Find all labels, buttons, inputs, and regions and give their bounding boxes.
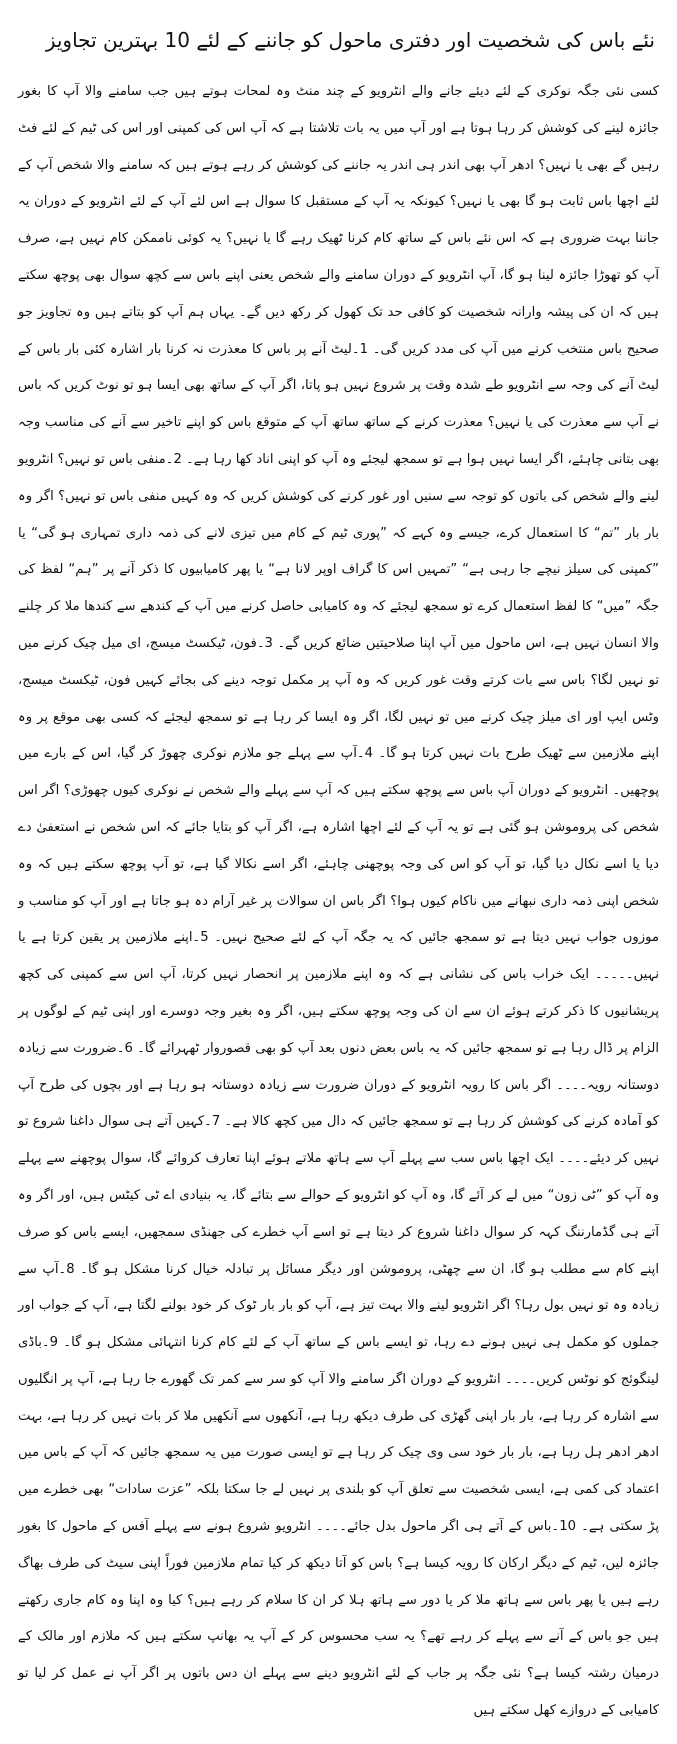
article-title: نئے باس کی شخصیت اور دفتری ماحول کو جاننے کے لئے 10 بہترین تجاویز <box>45 28 655 52</box>
article-body: کسی نئی جگہ نوکری کے لئے دیئے جانے والے انٹرویو کے چند منٹ وہ لمحات ہوتے ہیں جب سامنے والا آپ کا بغور جائزہ لینے کی کوشش کر رہا ہوتا ہے اور آپ میں یہ بات تلاشتا ہے کہ آپ اس کی کمپنی اور اس کی ٹیم کے لئے فٹ رہیں گے بھی یا نہیں؟ ادھر آپ بھی اندر ہی اندر یہ جاننے کی کوشش کر رہے ہوتے ہیں کہ سامنے والا شخص آپ کے لئے اچھا باس ثابت ہو گا بھی یا نہیں؟ کیونکہ یہ آپ کے مستقبل کا سوال ہے اس لئے آپ کے لئے انٹرویو کے دوران یہ جاننا بہت ضروری ہے کہ اس نئے باس کے ساتھ کام کرنا ٹھیک رہے گا یا نہیں؟ یہ کوئی ناممکن کام نہیں ہے، صرف آپ کو تھوڑا جائزہ لینا ہو گا، آپ انٹرویو کے دوران سامنے والے شخص یعنی اپنے باس سے کچھ سوال بھی پوچھ سکتے ہیں کہ ان کی پیشہ وارانہ شخصیت کو کافی حد تک کھول کر رکھ دیں گے۔ یہاں ہم آپ کو بتاتے ہیں وہ تجاویز جو صحیح باس منتخب کرنے میں آپ کی مدد کریں گی۔ 1۔لیٹ آنے پر باس کا معذرت نہ کرنا بار اشارہ کئی بار باس کے لیٹ آنے کی وجہ سے انٹرویو طے شدہ وقت پر شروع نہیں ہو پاتا، اگر آپ کے ساتھ بھی ایسا ہو تو نوٹ کریں کہ باس نے آپ سے معذرت کی یا نہیں؟ معذرت کرنے کے ساتھ ساتھ آپ کے متوقع باس کو اپنے تاخیر سے آنے کی مناسب وجہ بھی بتانی چاہئے، اگر ایسا نہیں ہوا ہے تو سمجھ لیجئے وہ آپ کو اپنی اناد کھا رہا ہے۔ 2۔منفی باس تو نہیں؟ انٹرویو لینے والے شخص کی باتوں کو توجہ سے سنیں اور غور کرنے کی کوشش کریں کہ وہ کہیں منفی باس تو نہیں؟ اگر وہ بار بار ”تم“ کا استعمال کرے، جیسے وہ کہے کہ ”پوری ٹیم کے کام میں تیزی لانے کی ذمہ داری تمہاری ہو گی“ یا ”کمپنی کی سیلز نیچے جا رہی ہے“ ”تمہیں اس کا گراف اوپر لانا ہے“ یا پھر کامیابیوں کا ذکر آنے پر ”ہم“ لفظ کی جگہ ”میں“ کا لفظ استعمال کرے تو سمجھ لیجئے کہ وہ کامیابی حاصل کرنے میں آپ کے کندھے سے کندھا ملا کر چلنے والا انسان نہیں ہے، اس ماحول میں آپ اپنا صلاحیتیں ضائع کریں گے۔ 3۔فون، ٹیکسٹ میسج، ای میل چیک کرنے میں تو نہیں لگا؟ باس سے بات کرتے وقت غور کریں کہ وہ آپ پر مکمل توجہ دینے کی بجائے کہیں فون، ٹیکسٹ میسج، وٹس ایپ اور ای میلز چیک کرنے میں تو نہیں لگا، اگر وہ ایسا کر رہا ہے تو سمجھ لیجئے کہ کسی بھی موقع پر وہ اپنے ملازمین سے ٹھیک طرح بات نہیں کرتا ہو گا۔ 4۔آپ سے پہلے جو ملازم نوکری چھوڑ کر گیا، اس کے بارے میں پوچھیں۔ انٹرویو کے دوران آپ باس سے پوچھ سکتے ہیں کہ آپ سے پہلے والے شخص نے نوکری کیوں چھوڑی؟ اگر اس شخص کی پروموشن ہو گئی ہے تو یہ آپ کے لئے اچھا اشارہ ہے، اگر آپ کو بتایا جائے کہ اس شخص نے استعفیٰ دے دیا یا اسے نکال دیا گیا، تو آپ کو اس کی وجہ پوچھنی چاہئے، اگر اسے نکالا گیا ہے، تو آپ پوچھ سکتے ہیں کہ وہ شخص اپنی ذمہ داری نبھانے میں ناکام کیوں ہوا؟ اگر باس ان سوالات پر غیر آرام دہ ہو جاتا ہے اور آپ کو مناسب و موزوں جواب نہیں دیتا ہے تو سمجھ جائیں کہ یہ جگہ آپ کے لئے صحیح نہیں۔ 5۔اپنے ملازمین پر یقین کرتا ہے یا نہیں۔۔۔۔۔ ایک خراب باس کی نشانی ہے کہ وہ اپنے ملازمین پر انحصار نہیں کرتا، آپ اس سے کمپنی کی کچھ پریشانیوں کا ذکر کرتے ہوئے ان سے ان کی وجہ پوچھ سکتے ہیں، اگر وہ بغیر وجہ دوسرے اور اپنی ٹیم کے لوگوں پر الزام پر ڈال رہا ہے تو سمجھ جائیں کہ یہ باس بعض دنوں بعد آپ کو بھی قصوروار ٹھہرائے گا۔ 6۔ضرورت سے زیادہ دوستانہ رویہ۔۔۔۔ اگر باس کا رویہ انٹرویو کے دوران ضرورت سے زیادہ دوستانہ ہو رہا ہے اور بچوں کی طرح آپ کو آمادہ کرنے کی کوشش کر رہا ہے تو سمجھ جائیں کہ دال میں کچھ کالا ہے۔ 7۔کہیں آتے ہی سوال داغنا شروع تو نہیں کر دیئے۔۔۔۔ ایک اچھا باس سب سے پہلے آپ سے ہاتھ ملاتے ہوئے اپنا تعارف کروائے گا، سوال پوچھنے سے پہلے وہ آپ کو ”ٹی زون“ میں لے کر آئے گا، وہ آپ کو انٹرویو کے حوالے سے بتائے گا، یہ بنیادی اے ٹی کیٹس ہیں، اور اگر وہ آتے ہی گڈمارننگ کہہ کر سوال داغنا شروع کر دیتا ہے تو اسے آپ خطرے کی جھنڈی سمجھیں، ایسے باس کو صرف اپنے کام سے مطلب ہو گا، ان سے چھٹی، پروموشن اور دیگر مسائل پر تبادلہ خیال کرنا مشکل ہو گا۔ 8۔آپ سے زیادہ وہ تو نہیں بول رہا؟ اگر انٹرویو لینے والا بہت تیز ہے، آپ کو بار بار ٹوک کر خود بولنے لگتا ہے، آپ کے جواب اور جملوں کو مکمل ہی نہیں ہونے دے رہا، تو ایسے باس کے ساتھ آپ کے لئے کام کرنا انتہائی مشکل ہو گا۔ 9۔باڈی لینگوئج کو نوٹس کریں۔۔۔۔ انٹرویو کے دوران اگر سامنے والا آپ کو سر سے کمر تک گھورے جا رہا ہے، آپ پر انگلیوں سے اشارہ کر رہا ہے، بار بار اپنی گھڑی کی طرف دیکھ رہا ہے، آنکھوں سے آنکھیں ملا کر بات نہیں کر رہا ہے، بہت ادھر ادھر ہل رہا ہے، بار بار خود سی وی چیک کر رہا ہے تو ایسی صورت میں یہ سمجھ جائیں کہ آپ کے باس میں اعتماد کی کمی ہے، ایسی شخصیت سے تعلق آپ کو بلندی پر نہیں لے جا سکتا بلکہ ”عزت سادات“ بھی خطرے میں پڑ سکتی ہے۔ 10۔باس کے آتے ہی اگر ماحول بدل جائے۔۔۔۔ انٹرویو شروع ہونے سے پہلے آفس کے ماحول کا بغور جائزہ لیں، ٹیم کے دیگر ارکان کا رویہ کیسا ہے؟ باس کو آتا دیکھ کر کیا تمام ملازمین فوراً اپنی سیٹ کی طرف بھاگ رہے ہیں یا پھر باس سے ہاتھ ملا کر یا دور سے ہاتھ ہلا کر ان کا سلام کر رہے ہیں؟ کیا وہ اپنا وہ کام جاری رکھتے ہیں جو باس کے آنے سے پہلے کر رہے تھے؟ یہ سب محسوس کر کے آپ یہ بھانپ سکتے ہیں کہ ملازم اور مالک کے درمیان رشتہ کیسا ہے؟ نئی جگہ پر جاب کے لئے انٹرویو دینے سے پہلے ان دس باتوں پر اگر آپ نے عمل کر لیا تو کامیابی کے دروازے کھل سکتے ہیں <box>18 84 660 1719</box>
